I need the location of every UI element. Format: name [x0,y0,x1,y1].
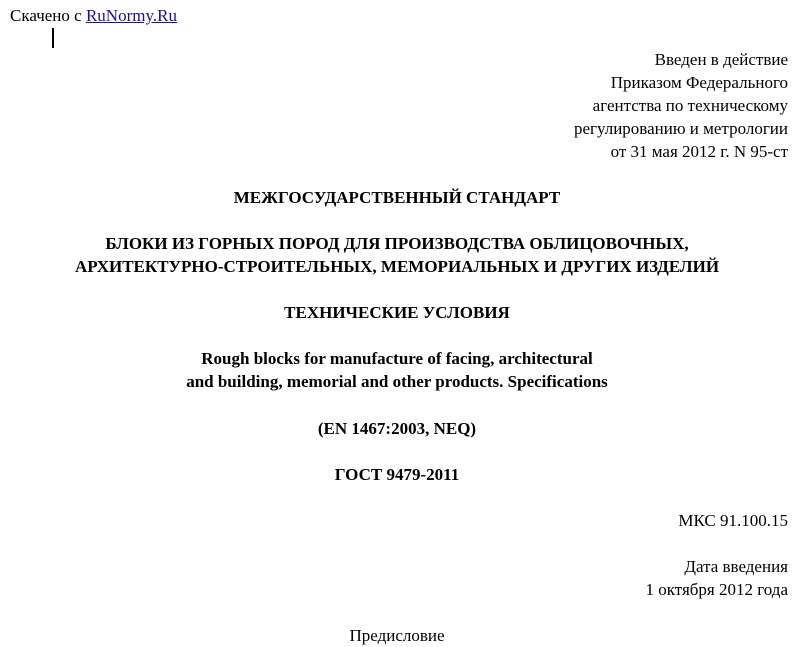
english-title-line: and building, memorial and other products. Specifications [186,372,608,391]
source-prefix: Скачено с [10,6,86,25]
gost-number: ГОСТ 9479-2011 [334,465,460,484]
approval-line: агентства по техническому [592,96,788,115]
title-line: АРХИТЕКТУРНО-СТРОИТЕЛЬНЫХ, МЕМОРИАЛЬНЫХ И ДРУГИХ ИЗДЕЛИЙ [74,257,720,276]
approval-line: регулированию и метрологии [573,119,788,138]
effective-date-value: 1 октября 2012 года [645,580,788,599]
text-cursor [52,28,54,48]
effective-date-label: Дата введения [684,557,788,576]
standard-type: МЕЖГОСУДАРСТВЕННЫЙ СТАНДАРТ [233,188,561,207]
approval-line: от 31 мая 2012 г. N 95-ст [610,142,788,161]
source-line [10,4,177,27]
standard-reference: (EN 1467:2003, NEQ) [317,419,477,438]
english-title [0,347,794,393]
approval-line: Приказом Федерального [610,73,788,92]
approval-block [574,48,788,163]
english-title-line: Rough blocks for manufacture of facing, architectural [201,349,593,368]
approval-line: Введен в действие [654,50,788,69]
document-title [0,232,794,278]
source-link[interactable]: RuNormy.Ru [85,6,177,25]
document-subtitle: ТЕХНИЧЕСКИЕ УСЛОВИЯ [284,303,510,322]
mks-code: МКС 91.100.15 [678,511,788,530]
title-line: БЛОКИ ИЗ ГОРНЫХ ПОРОД ДЛЯ ПРОИЗВОДСТВА ОБЛИЦОВОЧНЫХ, [105,234,689,253]
effective-date [645,555,788,601]
preface-heading: Предисловие [349,626,445,645]
